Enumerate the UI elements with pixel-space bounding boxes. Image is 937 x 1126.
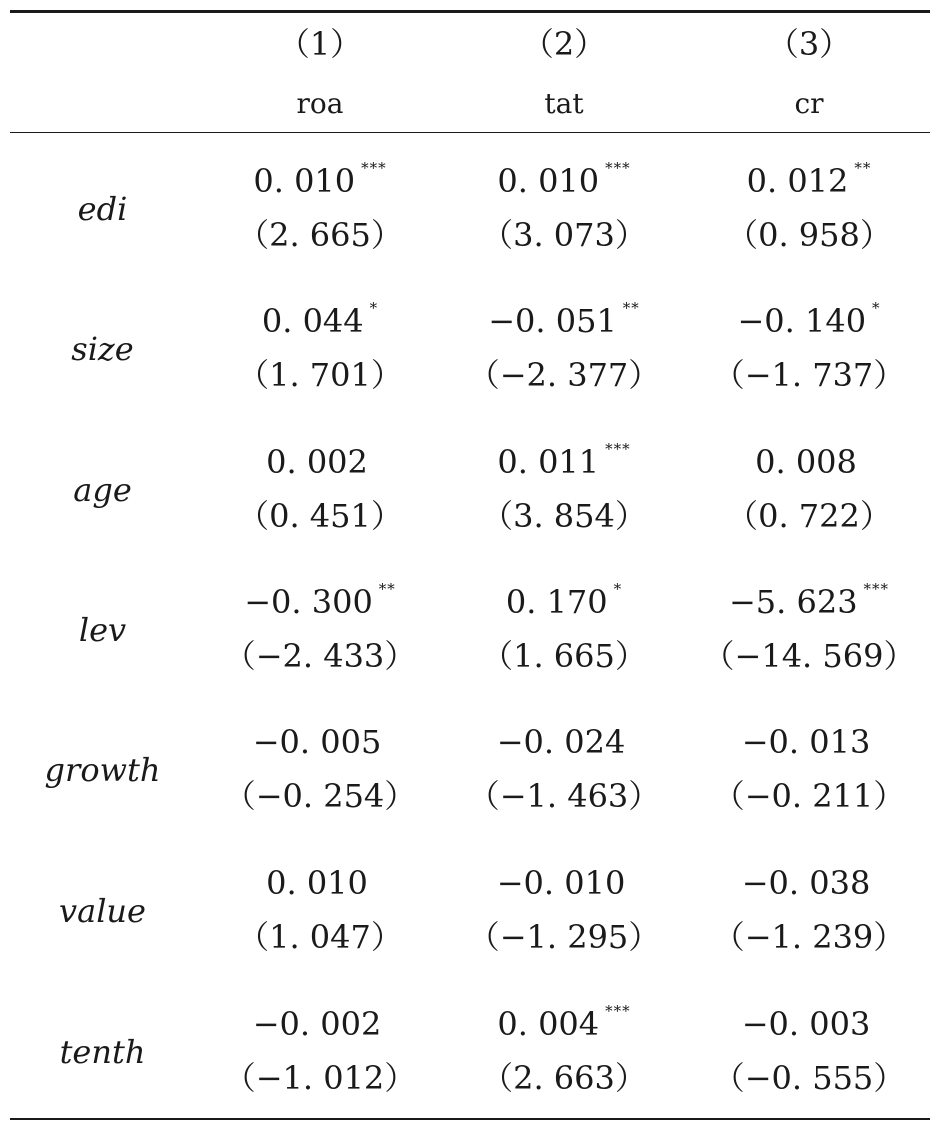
- coefficient: 0. 010 ***: [497, 159, 631, 200]
- t-statistic: （0. 958）: [726, 216, 892, 254]
- column-3-name: cr: [794, 87, 824, 120]
- coefficient: −0. 010: [496, 864, 626, 902]
- coefficient: 0. 010 ***: [253, 159, 387, 200]
- coefficient: −0. 051 **: [488, 299, 640, 340]
- table-top-rule: [10, 10, 930, 13]
- column-1-name: roa: [296, 87, 344, 120]
- t-statistic: （2. 663）: [481, 1059, 647, 1097]
- coefficient: −0. 024: [496, 723, 626, 761]
- t-statistic: （−0. 254）: [223, 777, 417, 815]
- table-bottom-rule: [10, 1118, 930, 1120]
- significance-stars: ***: [361, 159, 387, 177]
- t-statistic: （3. 073）: [481, 216, 647, 254]
- significance-stars: ***: [605, 1002, 631, 1020]
- coefficient: 0. 010: [266, 864, 368, 902]
- significance-stars: *: [369, 299, 379, 317]
- coefficient: 0. 011 ***: [497, 440, 631, 481]
- variable-name: tenth: [59, 1033, 146, 1071]
- variable-name: value: [59, 892, 146, 930]
- coefficient: 0. 044 *: [261, 299, 379, 340]
- column-2-name: tat: [544, 87, 584, 120]
- t-statistic: （−2. 433）: [223, 637, 417, 675]
- t-statistic: （−2. 377）: [467, 356, 661, 394]
- coefficient: 0. 012 **: [746, 159, 872, 200]
- t-statistic: （3. 854）: [481, 497, 647, 535]
- coefficient: 0. 004 ***: [497, 1002, 631, 1043]
- t-statistic: （2. 665）: [237, 216, 403, 254]
- variable-name: size: [71, 330, 134, 368]
- t-statistic: （1. 047）: [237, 918, 403, 956]
- coefficient: −0. 038: [741, 864, 871, 902]
- t-statistic: （−1. 012）: [223, 1059, 417, 1097]
- t-statistic: （−14. 569）: [702, 637, 916, 675]
- variable-name: age: [73, 471, 132, 509]
- coefficient: 0. 002: [266, 443, 368, 481]
- significance-stars: *: [613, 580, 623, 598]
- t-statistic: （0. 451）: [237, 497, 403, 535]
- significance-stars: **: [854, 159, 872, 177]
- coefficient: −0. 300 **: [244, 580, 396, 621]
- t-statistic: （1. 665）: [481, 637, 647, 675]
- coefficient: −0. 013: [741, 723, 871, 761]
- t-statistic: （−1. 737）: [712, 356, 906, 394]
- coefficient: 0. 008: [755, 443, 857, 481]
- coefficient: −0. 003: [741, 1005, 871, 1043]
- variable-name: growth: [44, 751, 161, 789]
- coefficient: −5. 623 ***: [728, 580, 890, 621]
- t-statistic: （1. 701）: [237, 356, 403, 394]
- table-header-rule: [10, 132, 930, 133]
- coefficient: −0. 140 *: [737, 299, 881, 340]
- significance-stars: ***: [605, 159, 631, 177]
- t-statistic: （−0. 211）: [712, 777, 906, 815]
- significance-stars: ***: [863, 580, 890, 598]
- coefficient: 0. 170 *: [505, 580, 623, 621]
- column-3-number: （3）: [766, 25, 852, 63]
- column-2-number: （2）: [521, 25, 607, 63]
- significance-stars: **: [378, 580, 396, 598]
- t-statistic: （−1. 463）: [467, 777, 661, 815]
- t-statistic: （−1. 295）: [467, 918, 661, 956]
- t-statistic: （−0. 555）: [712, 1059, 906, 1097]
- coefficient: −0. 005: [252, 723, 382, 761]
- significance-stars: **: [622, 299, 640, 317]
- significance-stars: *: [872, 299, 881, 317]
- t-statistic: （−1. 239）: [712, 918, 906, 956]
- t-statistic: （0. 722）: [726, 497, 892, 535]
- variable-name: lev: [78, 611, 127, 649]
- coefficient: −0. 002: [252, 1005, 382, 1043]
- column-1-number: （1）: [277, 25, 363, 63]
- variable-name: edi: [77, 190, 128, 228]
- significance-stars: ***: [605, 440, 631, 458]
